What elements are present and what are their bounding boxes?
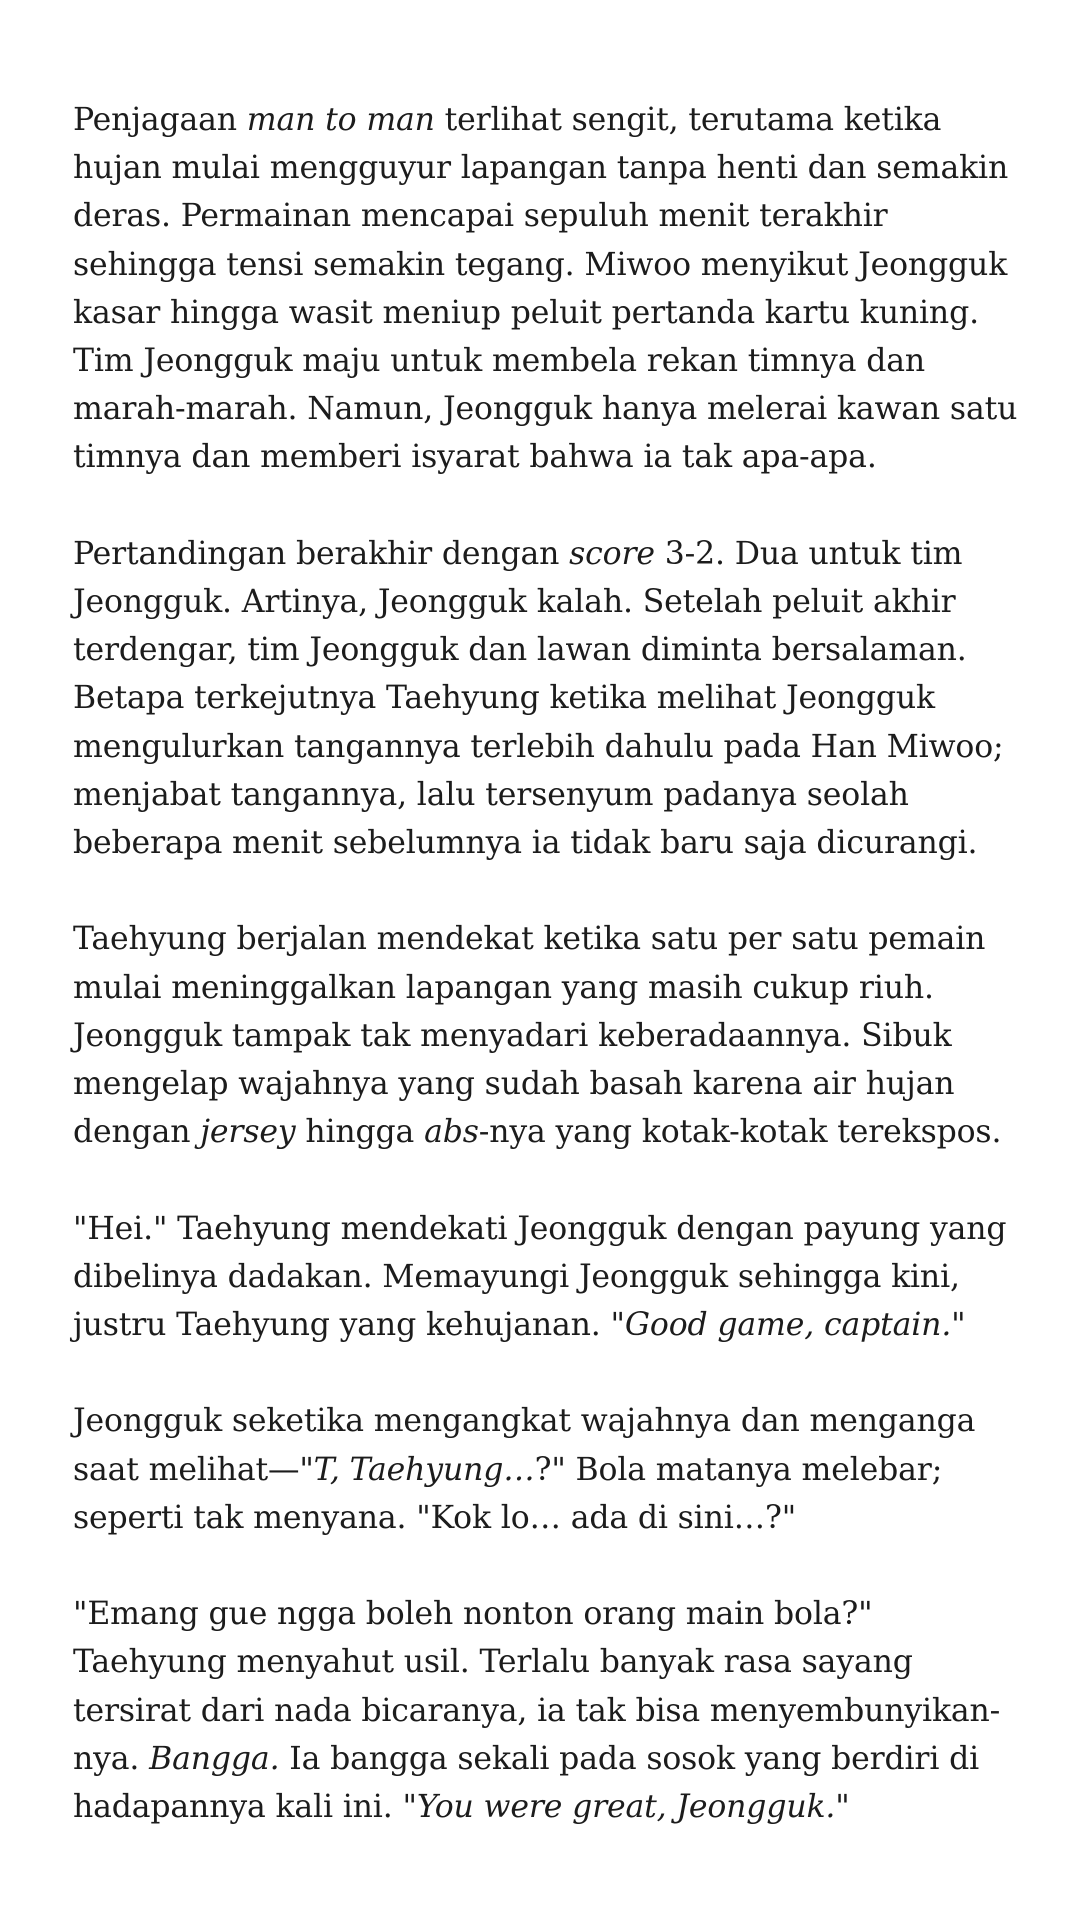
text-line <box>73 144 1033 192</box>
text-line <box>73 1783 1033 1831</box>
text-segment: "Emang gue ngga boleh nonton orang main bola?" <box>73 1596 873 1633</box>
text-line <box>73 1687 1033 1735</box>
italic-text: T, Taehyung… <box>313 1451 535 1488</box>
paragraph <box>73 530 1033 867</box>
text-segment: justru Taehyung yang kehujanan. " <box>73 1307 625 1344</box>
text-line <box>73 1108 1033 1156</box>
text-segment: timnya dan memberi isyarat bahwa ia tak apa-apa. <box>73 439 877 476</box>
text-line <box>73 674 1033 722</box>
text-line <box>73 289 1033 337</box>
paragraph <box>73 915 1033 1156</box>
text-segment: dengan <box>73 1114 201 1151</box>
text-segment: sehingga tensi semakin tegang. Miwoo menyikut Jeongguk <box>73 246 1008 283</box>
text-segment: deras. Permainan mencapai sepuluh menit terakhir <box>73 198 888 235</box>
text-line <box>73 578 1033 626</box>
text-segment: mulai meninggalkan lapangan yang masih cukup riuh. <box>73 969 934 1006</box>
text-line <box>73 626 1033 674</box>
italic-text: abs <box>424 1114 479 1151</box>
text-line <box>73 964 1033 1012</box>
text-segment: ?" Bola matanya melebar; <box>534 1451 943 1488</box>
text-segment: Tim Jeongguk maju untuk membela rekan timnya dan <box>73 343 925 380</box>
paragraph <box>73 1590 1033 1831</box>
text-segment: hadapannya kali ini. " <box>73 1789 417 1826</box>
text-segment: kasar hingga wasit meniup peluit pertanda kartu kuning. <box>73 294 979 331</box>
text-segment: Betapa terkejutnya Taehyung ketika melihat Jeongguk <box>73 680 935 717</box>
story-text <box>73 96 1033 1879</box>
text-segment: seperti tak menyana. "Kok lo… ada di sini…?" <box>73 1499 797 1536</box>
italic-text: You were great, Jeongguk. <box>416 1789 836 1826</box>
text-segment: terdengar, tim Jeongguk dan lawan diminta bersalaman. <box>73 632 967 669</box>
text-segment: Ia bangga sekali pada sosok yang berdiri di <box>279 1740 980 1777</box>
text-segment: "Hei." Taehyung mendekati Jeongguk dengan payung yang <box>73 1210 1007 1247</box>
text-line <box>73 1590 1033 1638</box>
paragraph <box>73 1205 1033 1350</box>
text-segment: Jeongguk seketika mengangkat wajahnya dan menganga <box>73 1403 976 1440</box>
text-line <box>73 819 1033 867</box>
text-line <box>73 915 1033 963</box>
text-line <box>73 385 1033 433</box>
text-line <box>73 1446 1033 1494</box>
text-segment: -nya yang kotak-kotak terekspos. <box>478 1114 1002 1151</box>
text-segment: menjabat tangannya, lalu tersenyum padanya seolah <box>73 776 909 813</box>
text-segment: dibelinya dadakan. Memayungi Jeongguk sehingga kini, <box>73 1258 960 1295</box>
text-segment: 3-2. Dua untuk tim <box>654 535 963 572</box>
text-segment: mengulurkan tangannya terlebih dahulu pada Han Miwoo; <box>73 728 1004 765</box>
text-line <box>73 1735 1033 1783</box>
italic-text: score <box>569 535 655 572</box>
text-line <box>73 337 1033 385</box>
text-segment: Jeongguk. Artinya, Jeongguk kalah. Setelah peluit akhir <box>73 584 956 621</box>
text-segment: mengelap wajahnya yang sudah basah karena air hujan <box>73 1066 955 1103</box>
italic-text: Bangga. <box>149 1740 280 1777</box>
italic-text: man to man <box>246 102 435 138</box>
text-segment: Penjagaan <box>73 102 247 138</box>
text-line <box>73 1205 1033 1253</box>
text-segment: marah-marah. Namun, Jeongguk hanya melerai kawan satu <box>73 391 1018 428</box>
italic-text: Good game, captain." <box>624 1307 966 1344</box>
text-line <box>73 771 1033 819</box>
text-line <box>73 530 1033 578</box>
text-line <box>73 1638 1033 1686</box>
text-line <box>73 1397 1033 1445</box>
text-line <box>73 723 1033 771</box>
text-line <box>73 1012 1033 1060</box>
italic-text: jersey <box>200 1114 296 1151</box>
text-line <box>73 96 1033 144</box>
text-line <box>73 192 1033 240</box>
text-segment: Jeongguk tampak tak menyadari keberadaannya. Sibuk <box>73 1017 952 1054</box>
text-segment: hujan mulai mengguyur lapangan tanpa henti dan semakin <box>73 150 1009 187</box>
text-line <box>73 1253 1033 1301</box>
text-segment: nya. <box>73 1740 150 1777</box>
text-segment: tersirat dari nada bicaranya, ia tak bisa menyembunyikan- <box>73 1692 1001 1729</box>
text-line <box>73 1494 1033 1542</box>
text-segment: " <box>835 1789 850 1826</box>
text-segment: hingga <box>295 1114 425 1151</box>
text-line <box>73 1060 1033 1108</box>
text-segment: saat melihat—" <box>73 1451 314 1488</box>
text-segment: terlihat sengit, terutama ketika <box>434 102 942 138</box>
paragraph <box>73 96 1033 482</box>
paragraph <box>73 1397 1033 1542</box>
text-line <box>73 241 1033 289</box>
text-line <box>73 433 1033 481</box>
text-segment: Taehyung menyahut usil. Terlalu banyak rasa sayang <box>73 1644 913 1681</box>
text-segment: Taehyung berjalan mendekat ketika satu per satu pemain <box>73 921 986 958</box>
text-segment: beberapa menit sebelumnya ia tidak baru saja dicurangi. <box>73 825 978 862</box>
text-line <box>73 1301 1033 1349</box>
text-segment: Pertandingan berakhir dengan <box>73 535 570 572</box>
